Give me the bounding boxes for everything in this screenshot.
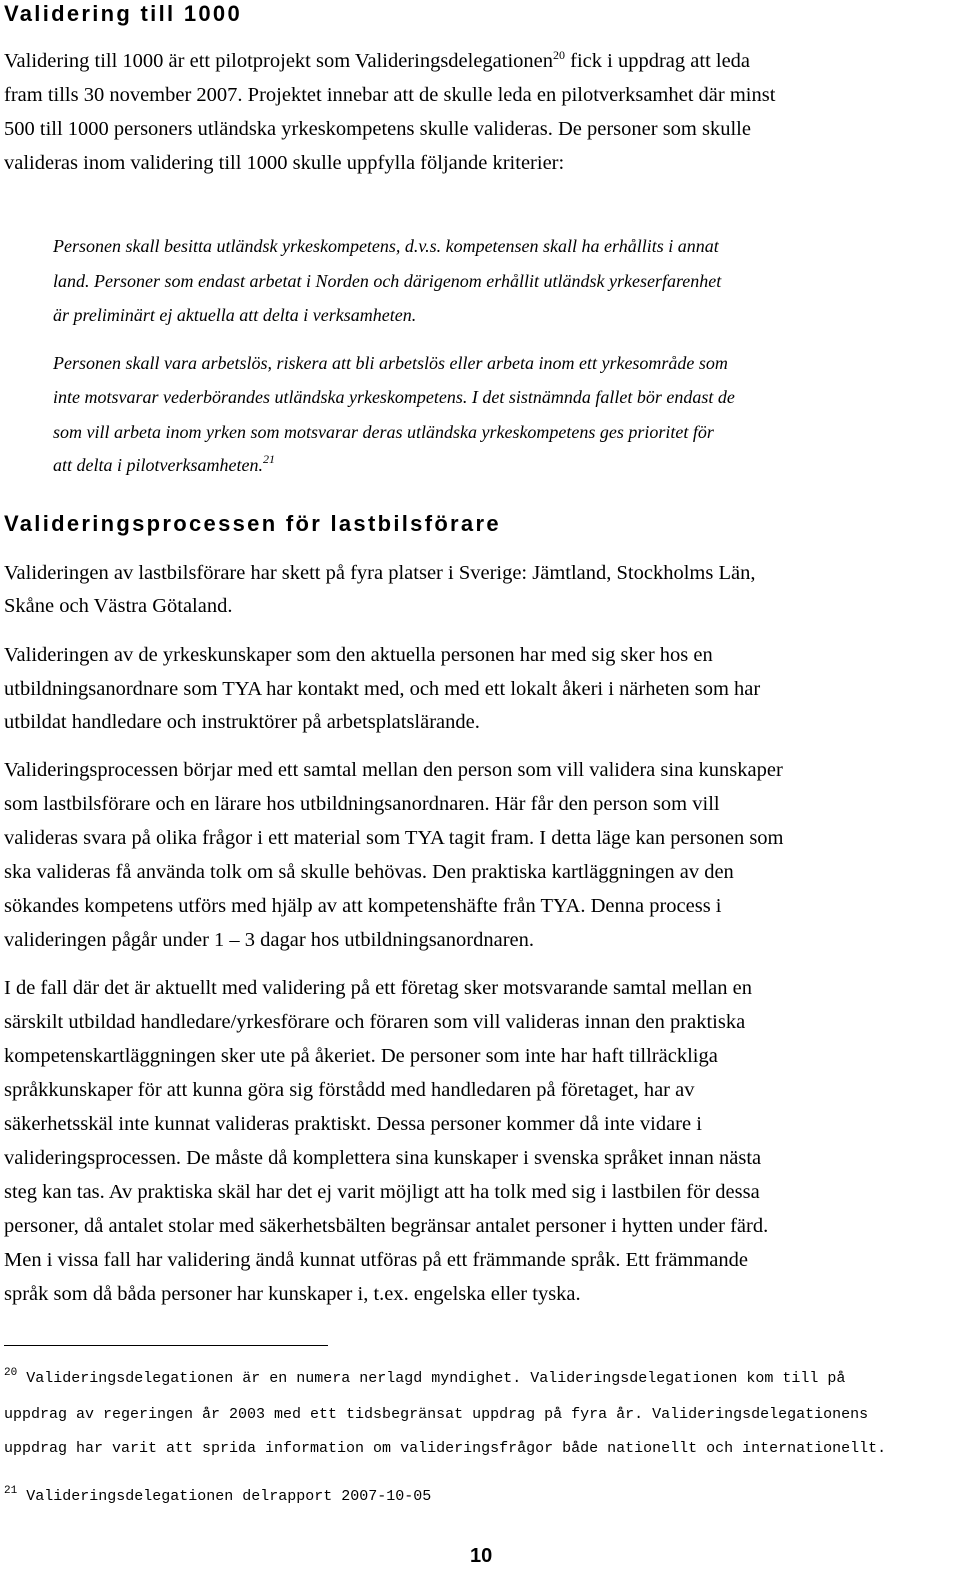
criterion-line: som vill arbeta inom yrken som motsvarar deras utländska yrkeskompetens ges prioritet för — [53, 422, 714, 442]
paragraph-line: utbildningsanordnare som TYA har kontakt med, och med ett lokalt åkeri i närheten som har — [4, 678, 761, 700]
section-heading-validering-till-1000: Validering till 1000 — [4, 1, 242, 26]
paragraph-line: personer, då antalet stolar med säkerhetsbälten begränsar antalet personer i hytten under färd. — [4, 1215, 769, 1237]
paragraph-line: valideras inom validering till 1000 skulle uppfylla följande kriterier: — [4, 152, 565, 174]
paragraph-line: säkerhetsskäl inte kunnat valideras praktiskt. Dessa personer kommer då inte vidare i — [4, 1113, 702, 1135]
section-heading-valideringsprocessen: Valideringsprocessen för lastbilsförare — [4, 511, 501, 536]
paragraph-line: som lastbilsförare och en lärare hos utbildningsanordnaren. Här får den person som vill — [4, 793, 720, 815]
paragraph-line: Validering till 1000 är ett pilotprojekt som Valideringsdelegationen$^{20}$ fick i uppdrag att leda — [4, 48, 751, 72]
paragraph-line: utbildat handledare och instruktörer på arbetsplatslärande. — [4, 711, 480, 733]
criterion-line: att delta i pilotverksamheten.$^{21}$ — [53, 452, 275, 475]
page-number: 10 — [470, 1545, 493, 1567]
paragraph-line: språkkunskaper för att kunna göra sig förstådd med handledaren på företaget, har av — [4, 1079, 695, 1101]
footnote-20: $^{20}$ Valideringsdelegationen är en numera nerlagd myndighet. Valideringsdelegationen kom till på — [4, 1367, 846, 1387]
paragraph-line: I de fall där det är aktuellt med validering på ett företag sker motsvarande samtal mellan en — [4, 977, 752, 999]
paragraph-line: 500 till 1000 personers utländska yrkeskompetens skulle valideras. De personer som skulle — [4, 118, 751, 140]
footnote-line: uppdrag av regeringen år 2003 med ett tidsbegränsat uppdrag på fyra år. Valideringsdelegationens — [4, 1406, 869, 1423]
footnote-separator — [4, 1345, 328, 1346]
criterion-line: inte motsvarar vederbörandes utländska yrkeskompetens. I det sistnämnda fallet bör endast de — [53, 387, 735, 407]
paragraph-line: ska valideras få använda tolk om så skulle behövas. Den praktiska kartläggningen av den — [4, 861, 734, 883]
criterion-line: Personen skall vara arbetslös, riskera att bli arbetslös eller arbeta inom ett yrkesområde som — [53, 353, 728, 373]
paragraph-line: Men i vissa fall har validering ändå kunnat utföras på ett främmande språk. Ett främmande — [4, 1249, 749, 1271]
paragraph-line: valideringsprocessen. De måste då komplettera sina kunskaper i svenska språket innan nästa — [4, 1147, 762, 1169]
paragraph-line: valideras svara på olika frågor i ett material som TYA tagit fram. I detta läge kan personen som — [4, 827, 784, 849]
paragraph-line: Valideringen av lastbilsförare har skett på fyra platser i Sverige: Jämtland, Stockholms Län, — [4, 562, 756, 584]
paragraph-line: Skåne och Västra Götaland. — [4, 595, 233, 617]
paragraph-line: särskilt utbildad handledare/yrkesförare och föraren som vill valideras innan den praktiska — [4, 1011, 746, 1033]
paragraph-line: valideringen pågår under 1 – 3 dagar hos utbildningsanordnaren. — [4, 929, 534, 951]
paragraph-line: språk som då båda personer har kunskaper i, t.ex. engelska eller tyska. — [4, 1283, 581, 1305]
paragraph-line: Valideringsprocessen börjar med ett samtal mellan den person som vill validera sina kunskaper — [4, 759, 783, 781]
paragraph-line: sökandes kompetens utförs med hjälp av att kompetenshäfte från TYA. Denna process i — [4, 895, 722, 917]
paragraph-line: kompetenskartläggningen sker ute på åkeriet. De personer som inte har haft tillräckliga — [4, 1045, 718, 1067]
footnote-number: 20 — [4, 1367, 18, 1379]
criterion-line: är preliminärt ej aktuella att delta i verksamheten. — [53, 305, 417, 325]
criterion-line: Personen skall besitta utländsk yrkeskompetens, d.v.s. kompetensen skall ha erhållits i annat — [53, 236, 719, 256]
footnote-line: uppdrag har varit att sprida information om valideringsfrågor både nationellt och internationellt. — [4, 1440, 887, 1457]
paragraph-line: steg kan tas. Av praktiska skäl har det ej varit möjligt att ha tolk med sig i lastbilen för dessa — [4, 1181, 760, 1203]
footnote-21: $^{21}$ Valideringsdelegationen delrapport 2007-10-05 — [4, 1485, 432, 1505]
footnote-number: 21 — [4, 1485, 18, 1497]
footnote-ref-21[interactable]: 21 — [262, 452, 275, 466]
paragraph-line: Valideringen av de yrkeskunskaper som den aktuella personen har med sig sker hos en — [4, 644, 713, 666]
footnote-ref-20[interactable]: 20 — [553, 48, 566, 62]
paragraph-line: fram tills 30 november 2007. Projektet innebar att de skulle leda en pilotverksamhet där minst — [4, 84, 776, 106]
criterion-line: land. Personer som endast arbetat i Norden och därigenom erhållit utländsk yrkeserfarenhet — [53, 271, 722, 291]
